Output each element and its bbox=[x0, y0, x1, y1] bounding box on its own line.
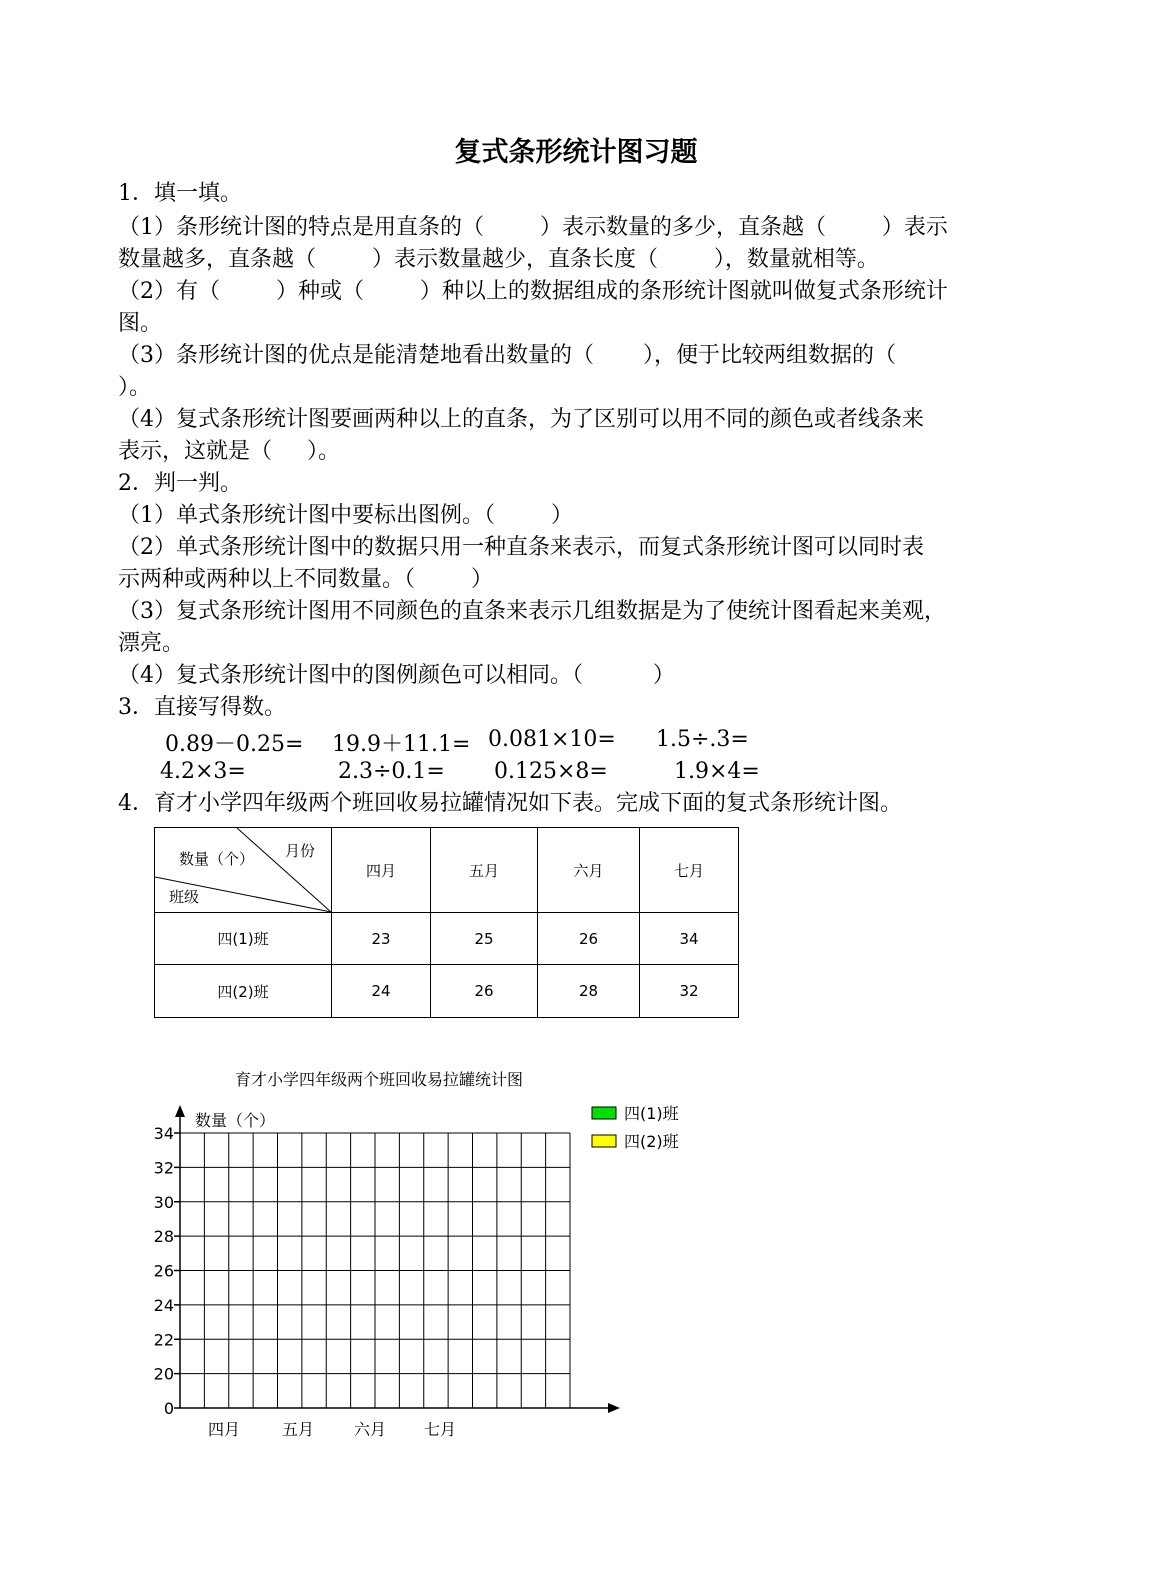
y-tick-label: 30 bbox=[153, 1192, 174, 1212]
question-2-2: （2）单式条形统计图中的数据只用一种直条来表示，而复式条形统计图可以同时表 bbox=[118, 535, 924, 560]
legend-label: 四(2)班 bbox=[624, 1132, 679, 1151]
x-tick-label: 五月 bbox=[281, 1420, 315, 1439]
table-row bbox=[155, 965, 739, 1018]
calc-item: 0.125×8= bbox=[494, 759, 608, 784]
y-tick-labels bbox=[154, 1124, 180, 1418]
y-tick-label: 26 bbox=[153, 1261, 174, 1281]
header-class-label: 班级 bbox=[169, 888, 200, 906]
section-1-heading: 1．填一填。 bbox=[118, 181, 242, 206]
calc-item: 1.5÷.3= bbox=[656, 727, 749, 752]
table-cell: 32 bbox=[640, 965, 739, 1018]
table-corner-header bbox=[155, 828, 332, 913]
x-axis-arrow-icon bbox=[608, 1403, 620, 1413]
question-1-3: （3）条形统计图的优点是能清楚地看出数量的（ ），便于比较两组数据的（ bbox=[118, 343, 896, 368]
data-table bbox=[154, 827, 739, 1018]
table-cell: 26 bbox=[538, 913, 640, 965]
chart-axes bbox=[175, 1105, 620, 1413]
section-3-heading: 3．直接写得数。 bbox=[118, 695, 286, 720]
table-cell: 34 bbox=[640, 913, 739, 965]
table-row bbox=[155, 913, 739, 965]
question-1-3-cont: ）。 bbox=[118, 375, 152, 400]
x-tick-label: 七月 bbox=[423, 1420, 457, 1439]
section-2-heading: 2．判一判。 bbox=[118, 471, 242, 496]
header-quantity-label: 数量（个） bbox=[179, 850, 255, 868]
y-axis-label: 数量（个） bbox=[195, 1111, 276, 1130]
page-title: 复式条形统计图习题 bbox=[454, 137, 698, 168]
x-tick-label: 四月 bbox=[207, 1420, 241, 1439]
row-label: 四(2)班 bbox=[155, 965, 332, 1018]
question-2-3: （3）复式条形统计图用不同颜色的直条来表示几组数据是为了使统计图看起来美观， bbox=[118, 599, 946, 624]
y-tick-label: 32 bbox=[153, 1158, 174, 1178]
calc-item: 0.89－0.25= bbox=[165, 732, 304, 757]
question-1-2: （2）有（ ）种或（ ）种以上的数据组成的条形统计图就叫做复式条形统计 bbox=[118, 279, 948, 304]
question-1-1: （1）条形统计图的特点是用直条的（ ）表示数量的多少，直条越（ ）表示 bbox=[118, 215, 948, 240]
month-header: 六月 bbox=[538, 828, 640, 913]
table-cell: 25 bbox=[431, 913, 538, 965]
y-axis-arrow-icon bbox=[175, 1105, 185, 1117]
question-2-3-cont: 漂亮。 bbox=[118, 631, 185, 656]
y-tick-label: 34 bbox=[153, 1124, 174, 1143]
month-header: 四月 bbox=[332, 828, 431, 913]
legend-swatch bbox=[592, 1135, 616, 1147]
table-cell: 23 bbox=[332, 913, 431, 965]
x-tick-label: 六月 bbox=[353, 1420, 387, 1439]
calc-item: 0.081×10= bbox=[488, 727, 616, 752]
chart-legend bbox=[592, 1104, 679, 1151]
chart-title: 育才小学四年级两个班回收易拉罐统计图 bbox=[235, 1070, 524, 1089]
calc-item: 2.3÷0.1= bbox=[338, 759, 445, 784]
question-2-1: （1）单式条形统计图中要标出图例。（ ） bbox=[118, 503, 573, 528]
question-2-2-cont: 示两种或两种以上不同数量。（ ） bbox=[118, 567, 493, 592]
question-1-2-cont: 图。 bbox=[118, 311, 163, 336]
row-label: 四(1)班 bbox=[155, 913, 332, 965]
question-1-1-cont: 数量越多，直条越（ ）表示数量越少，直条长度（ ），数量就相等。 bbox=[118, 247, 879, 272]
calc-item: 4.2×3= bbox=[160, 759, 246, 784]
bar-chart bbox=[140, 1095, 700, 1455]
question-1-4: （4）复式条形统计图要画两种以上的直条，为了区别可以用不同的颜色或者线条来 bbox=[118, 407, 924, 432]
question-1-4-cont: 表示，这就是（ ）。 bbox=[118, 439, 340, 464]
y-tick-label: 20 bbox=[153, 1364, 174, 1384]
question-2-4: （4）复式条形统计图中的图例颜色可以相同。（ ） bbox=[118, 663, 675, 688]
header-month-label: 月份 bbox=[285, 842, 316, 860]
section-4-heading: 4．育才小学四年级两个班回收易拉罐情况如下表。完成下面的复式条形统计图。 bbox=[118, 791, 902, 816]
calc-item: 19.9＋11.1= bbox=[332, 732, 471, 757]
y-tick-label: 22 bbox=[153, 1330, 174, 1350]
y-tick-label: 28 bbox=[153, 1227, 174, 1247]
month-header: 七月 bbox=[640, 828, 739, 913]
legend-label: 四(1)班 bbox=[624, 1104, 679, 1123]
y-tick-label: 24 bbox=[153, 1295, 174, 1315]
table-cell: 28 bbox=[538, 965, 640, 1018]
x-tick-labels bbox=[208, 1420, 456, 1439]
table-cell: 26 bbox=[431, 965, 538, 1018]
table-cell: 24 bbox=[332, 965, 431, 1018]
legend-swatch bbox=[592, 1107, 616, 1119]
calc-item: 1.9×4= bbox=[674, 759, 760, 784]
month-header: 五月 bbox=[431, 828, 538, 913]
chart-grid bbox=[180, 1133, 570, 1408]
y-tick-label: 0 bbox=[163, 1399, 174, 1418]
